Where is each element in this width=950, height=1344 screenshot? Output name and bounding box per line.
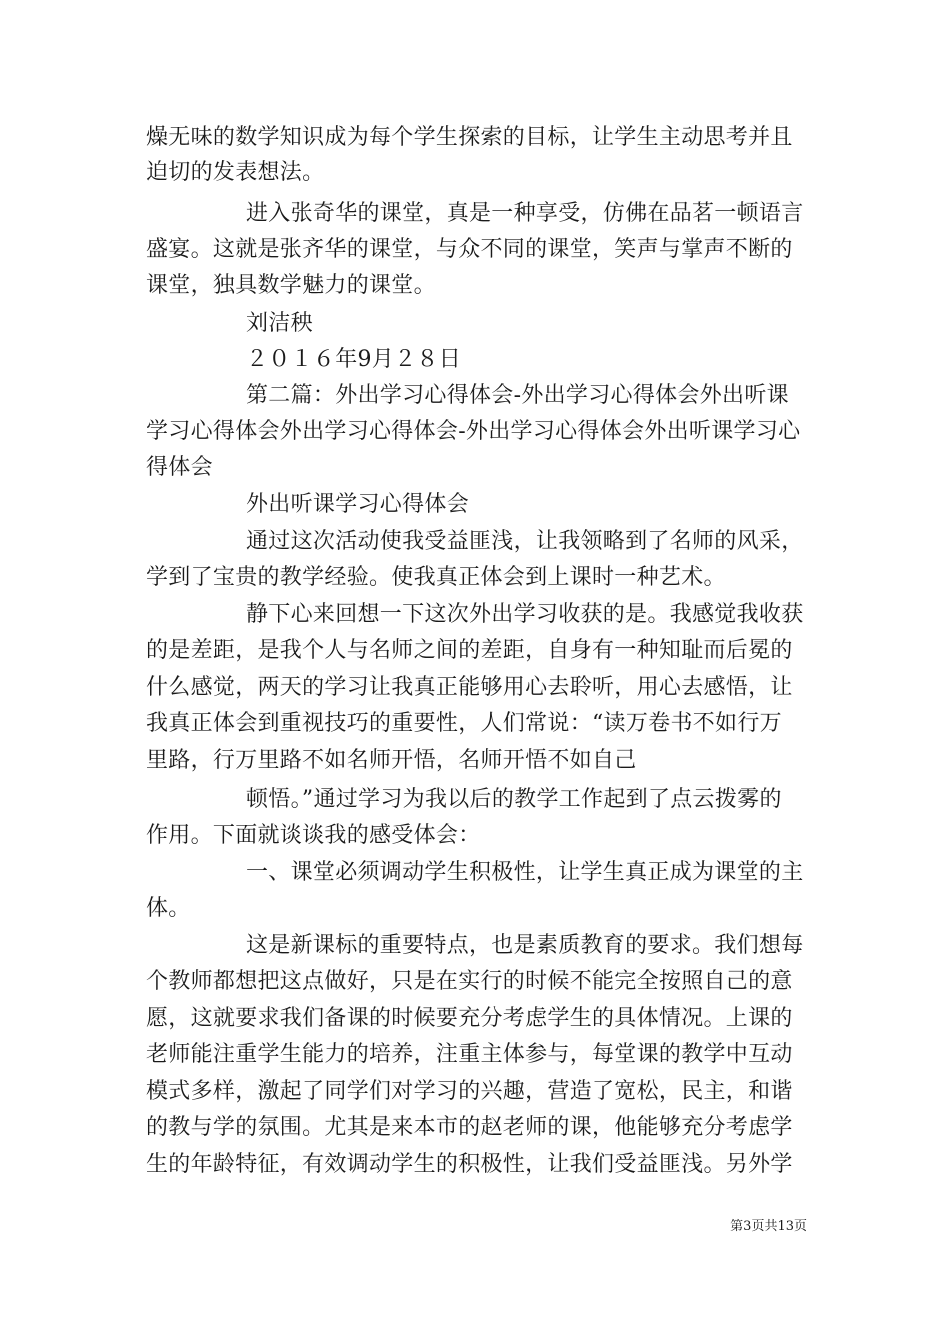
text-line: 静下心来回想一下这次外出学习收获的是。我感觉我收获 bbox=[246, 602, 804, 627]
section-heading: 第二篇：外出学习心得体会-外出学习心得体会外出听课 bbox=[246, 383, 789, 408]
text-line: 进入张奇华的课堂，真是一种享受，仿佛在品茗一顿语言 bbox=[246, 201, 804, 226]
section-heading-cont: 学习心得体会外出学习心得体会-外出学习心得体会外出听课学习心 bbox=[146, 419, 801, 444]
text-line: 燥无味的数学知识成为每个学生探索的目标，让学生主动思考并且 bbox=[146, 125, 793, 150]
subheading: 一、课堂必须调动学生积极性，让学生真正成为课堂的主 bbox=[246, 860, 804, 885]
page-number: 第3页共13页 bbox=[730, 1219, 807, 1234]
text-line: 作用。下面就谈谈我的感受体会： bbox=[146, 823, 481, 848]
text-line: 的教与学的氛围。尤其是来本市的赵老师的课，他能够充分考虑学 bbox=[146, 1115, 793, 1140]
author-name: 刘洁秧 bbox=[246, 311, 313, 336]
article-title: 外出听课学习心得体会 bbox=[246, 492, 470, 517]
text-line: 迫切的发表想法。 bbox=[146, 160, 325, 185]
text-line: 愿，这就要求我们备课的时候要充分考虑学生的具体情况。上课的 bbox=[146, 1006, 793, 1031]
text-line: 这是新课标的重要特点，也是素质教育的要求。我们想每 bbox=[246, 933, 804, 958]
text-line: 里路，行万里路不如名师开悟，名师开悟不如自己 bbox=[146, 748, 637, 773]
text-line: 个教师都想把这点做好，只是在实行的时候不能完全按照自己的意 bbox=[146, 969, 793, 994]
text-line: 课堂，独具数学魅力的课堂。 bbox=[146, 273, 436, 298]
text-line: 什么感觉，两天的学习让我真正能够用心去聆听，用心去感悟，让 bbox=[146, 675, 793, 700]
text-line: 我真正体会到重视技巧的重要性，人们常说：“读万卷书不如行万 bbox=[146, 711, 782, 736]
text-line: 学到了宝贵的教学经验。使我真正体会到上课时一种艺术。 bbox=[146, 565, 726, 590]
text-line: 生的年龄特征，有效调动学生的积极性，让我们受益匪浅。另外学 bbox=[146, 1152, 793, 1177]
text-line: 模式多样，激起了同学们对学习的兴趣，营造了宽松，民主，和谐 bbox=[146, 1079, 793, 1104]
section-heading-cont: 得体会 bbox=[146, 455, 213, 480]
text-line: 顿悟。”通过学习为我以后的教学工作起到了点云拨雾的 bbox=[246, 787, 782, 812]
text-line: 盛宴。这就是张齐华的课堂，与众不同的课堂，笑声与掌声不断的 bbox=[146, 237, 793, 262]
date-line: ２０１６年9月２８日 bbox=[246, 347, 461, 372]
text-line: 通过这次活动使我受益匪浅，让我领略到了名师的风采， bbox=[246, 529, 804, 554]
text-line: 的是差距，是我个人与名师之间的差距，自身有一种知耻而后冕的 bbox=[146, 638, 793, 663]
text-line: 老师能注重学生能力的培养，注重主体参与，每堂课的教学中互动 bbox=[146, 1042, 793, 1067]
subheading-cont: 体。 bbox=[146, 896, 191, 921]
